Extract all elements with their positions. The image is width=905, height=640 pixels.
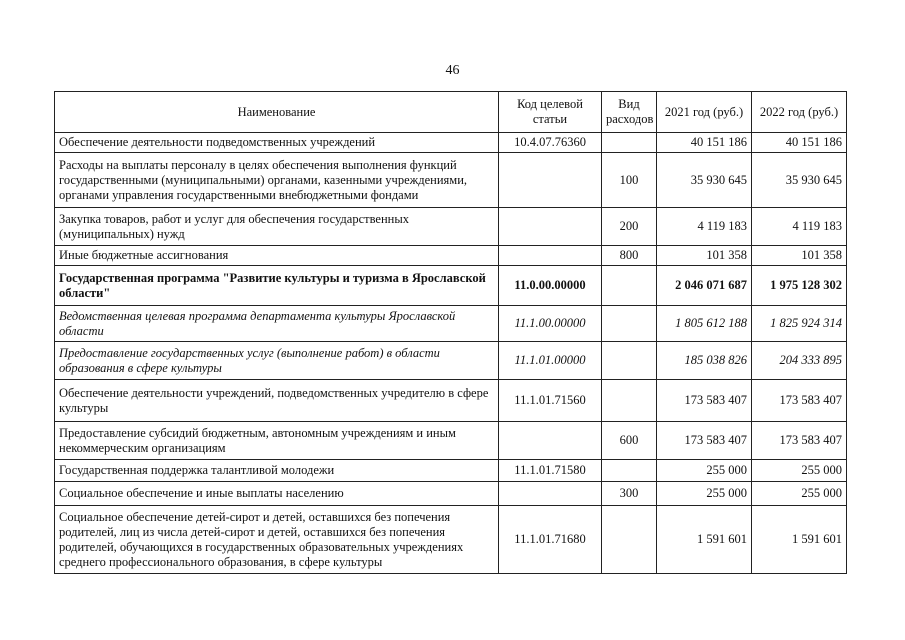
row-code: 11.1.00.00000 bbox=[499, 306, 602, 342]
row-2021: 173 583 407 bbox=[657, 380, 752, 422]
row-expense-type bbox=[602, 266, 657, 306]
row-2022: 40 151 186 bbox=[752, 133, 847, 153]
row-code bbox=[499, 246, 602, 266]
row-expense-type bbox=[602, 380, 657, 422]
row-expense-type bbox=[602, 506, 657, 574]
row-2021: 4 119 183 bbox=[657, 208, 752, 246]
row-name: Ведомственная целевая программа департамента культуры Ярославской области bbox=[55, 306, 499, 342]
row-2021: 1 805 612 188 bbox=[657, 306, 752, 342]
row-2021: 40 151 186 bbox=[657, 133, 752, 153]
row-2021: 1 591 601 bbox=[657, 506, 752, 574]
row-name: Предоставление субсидий бюджетным, автономным учреждениям и иным некоммерческим организациям bbox=[55, 422, 499, 460]
row-code: 11.0.00.00000 bbox=[499, 266, 602, 306]
row-2021: 255 000 bbox=[657, 482, 752, 506]
row-2021: 185 038 826 bbox=[657, 342, 752, 380]
row-expense-type bbox=[602, 460, 657, 482]
row-2022: 1 591 601 bbox=[752, 506, 847, 574]
table-body bbox=[55, 133, 847, 574]
row-2021: 255 000 bbox=[657, 460, 752, 482]
page-number: 46 bbox=[445, 63, 460, 78]
row-name: Предоставление государственных услуг (выполнение работ) в области образования в сфере культуры bbox=[55, 342, 499, 380]
row-name: Закупка товаров, работ и услуг для обеспечения государственных (муниципальных) нужд bbox=[55, 208, 499, 246]
table-row bbox=[55, 306, 847, 342]
row-2022: 255 000 bbox=[752, 460, 847, 482]
header-2021: 2021 год (руб.) bbox=[657, 92, 752, 133]
row-code: 10.4.07.76360 bbox=[499, 133, 602, 153]
table-row bbox=[55, 153, 847, 208]
row-code: 11.1.01.71580 bbox=[499, 460, 602, 482]
row-code bbox=[499, 422, 602, 460]
table-row bbox=[55, 133, 847, 153]
row-expense-type: 100 bbox=[602, 153, 657, 208]
budget-table bbox=[54, 91, 847, 574]
row-2022: 204 333 895 bbox=[752, 342, 847, 380]
row-code bbox=[499, 153, 602, 208]
row-2022: 101 358 bbox=[752, 246, 847, 266]
row-code: 11.1.01.71680 bbox=[499, 506, 602, 574]
row-expense-type: 300 bbox=[602, 482, 657, 506]
row-code: 11.1.01.00000 bbox=[499, 342, 602, 380]
row-code bbox=[499, 208, 602, 246]
row-2022: 1 975 128 302 bbox=[752, 266, 847, 306]
table-row bbox=[55, 246, 847, 266]
row-expense-type: 800 bbox=[602, 246, 657, 266]
row-name: Государственная программа "Развитие культуры и туризма в Ярославской области" bbox=[55, 266, 499, 306]
table-row bbox=[55, 342, 847, 380]
row-name: Социальное обеспечение детей-сирот и детей, оставшихся без попечения родителей, лиц из числа детей-сирот и детей, оставшихся без попечения родителей, обучающихся в государственных образовательных учреждениях среднего профессионального образования, в сфере культуры bbox=[55, 506, 499, 574]
row-expense-type bbox=[602, 342, 657, 380]
row-name: Иные бюджетные ассигнования bbox=[55, 246, 499, 266]
row-expense-type bbox=[602, 133, 657, 153]
table-row bbox=[55, 482, 847, 506]
row-2022: 173 583 407 bbox=[752, 422, 847, 460]
table-row bbox=[55, 460, 847, 482]
row-name: Обеспечение деятельности подведомственных учреждений bbox=[55, 133, 499, 153]
header-name: Наименование bbox=[55, 92, 499, 133]
table-row bbox=[55, 380, 847, 422]
row-2021: 35 930 645 bbox=[657, 153, 752, 208]
row-2022: 1 825 924 314 bbox=[752, 306, 847, 342]
row-expense-type: 200 bbox=[602, 208, 657, 246]
row-2022: 255 000 bbox=[752, 482, 847, 506]
row-code: 11.1.01.71560 bbox=[499, 380, 602, 422]
table-row bbox=[55, 208, 847, 246]
row-2021: 101 358 bbox=[657, 246, 752, 266]
row-2021: 2 046 071 687 bbox=[657, 266, 752, 306]
row-name: Социальное обеспечение и иные выплаты населению bbox=[55, 482, 499, 506]
row-name: Государственная поддержка талантливой молодежи bbox=[55, 460, 499, 482]
header-code: Код целевой статьи bbox=[499, 92, 602, 133]
table-header-row bbox=[55, 92, 847, 133]
row-expense-type: 600 bbox=[602, 422, 657, 460]
table-row bbox=[55, 506, 847, 574]
row-name: Расходы на выплаты персоналу в целях обеспечения выполнения функций государственными (муниципальными) органами, казенными учреждениями, органами управления государственными внебюджетными фондами bbox=[55, 153, 499, 208]
row-expense-type bbox=[602, 306, 657, 342]
row-2022: 35 930 645 bbox=[752, 153, 847, 208]
row-2022: 4 119 183 bbox=[752, 208, 847, 246]
table-row bbox=[55, 422, 847, 460]
row-2021: 173 583 407 bbox=[657, 422, 752, 460]
row-2022: 173 583 407 bbox=[752, 380, 847, 422]
table-row bbox=[55, 266, 847, 306]
header-expense-type: Вид расходов bbox=[602, 92, 657, 133]
header-2022: 2022 год (руб.) bbox=[752, 92, 847, 133]
row-name: Обеспечение деятельности учреждений, подведомственных учредителю в сфере культуры bbox=[55, 380, 499, 422]
row-code bbox=[499, 482, 602, 506]
